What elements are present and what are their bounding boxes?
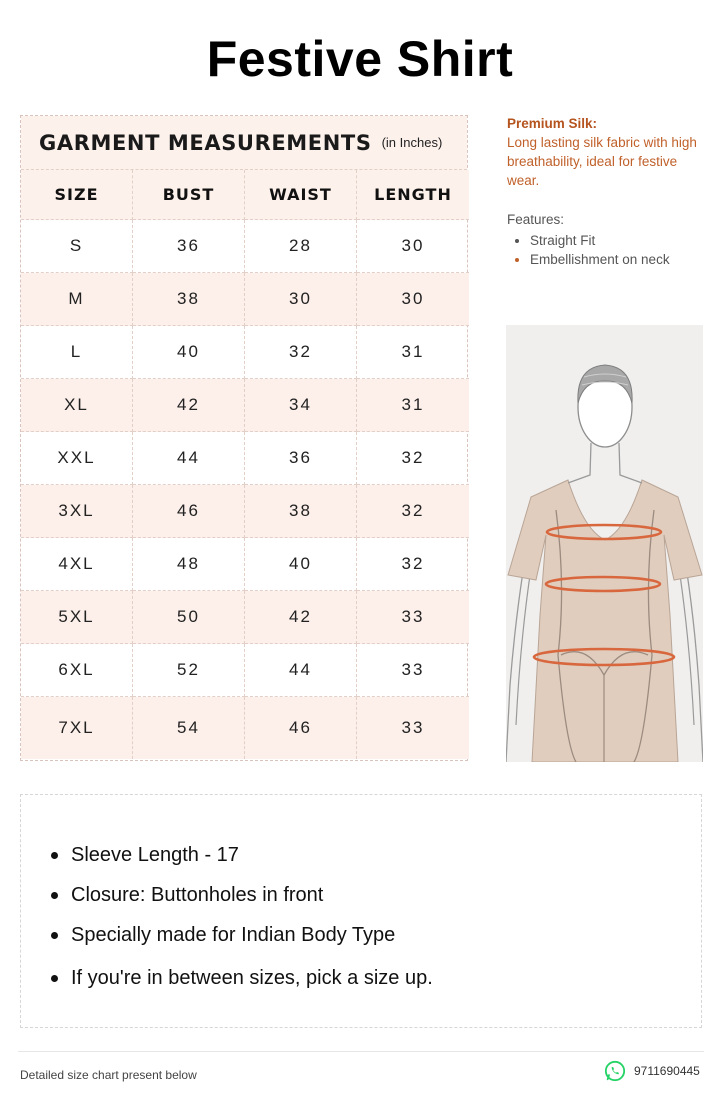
feature-item: • Straight Fit	[530, 231, 697, 250]
fabric-info	[507, 114, 697, 269]
table-cell-bust: 48	[133, 538, 245, 591]
table-grid	[21, 170, 467, 759]
table-cell-length: 30	[357, 220, 469, 273]
table-cell-bust: 38	[133, 273, 245, 326]
table-cell-waist: 34	[245, 379, 357, 432]
note-text: Closure: Buttonholes in front	[71, 883, 324, 906]
table-cell-length: 32	[357, 538, 469, 591]
page-title: Festive Shirt	[206, 31, 514, 87]
col-header-size: SIZE	[21, 170, 133, 220]
table-cell-waist: 44	[245, 644, 357, 697]
note-text: If you're in between sizes, pick a size up.	[71, 966, 433, 989]
table-cell-waist: 46	[245, 697, 357, 759]
table-cell-size: 6XL	[21, 644, 133, 697]
bullet-icon	[51, 932, 58, 939]
footer-note: Detailed size chart present below	[20, 1068, 197, 1082]
bullet-icon	[51, 892, 58, 899]
table-cell-waist: 36	[245, 432, 357, 485]
table-heading	[21, 116, 467, 170]
features-block	[507, 210, 697, 269]
table-cell-size: 4XL	[21, 538, 133, 591]
table-cell-length: 31	[357, 379, 469, 432]
table-cell-size: XL	[21, 379, 133, 432]
table-cell-bust: 46	[133, 485, 245, 538]
figure-illustration	[506, 325, 703, 762]
note-item	[51, 835, 433, 875]
table-cell-waist: 30	[245, 273, 357, 326]
table-cell-size: S	[21, 220, 133, 273]
feature-item: • Embellishment on neck	[530, 250, 697, 269]
notes-list	[51, 835, 433, 998]
note-item	[51, 875, 433, 915]
table-cell-size: M	[21, 273, 133, 326]
fabric-description: Long lasting silk fabric with high breathability, ideal for festive wear.	[507, 135, 697, 188]
table-cell-length: 33	[357, 697, 469, 759]
table-cell-waist: 38	[245, 485, 357, 538]
table-cell-size: 7XL	[21, 697, 133, 759]
contact-info[interactable]	[604, 1060, 700, 1082]
note-item	[51, 915, 433, 955]
table-cell-length: 30	[357, 273, 469, 326]
col-header-length: LENGTH	[357, 170, 469, 220]
table-cell-size: 3XL	[21, 485, 133, 538]
features-list	[507, 231, 697, 269]
table-cell-size: 5XL	[21, 591, 133, 644]
table-cell-bust: 50	[133, 591, 245, 644]
body-measurement-figure	[506, 325, 703, 762]
table-cell-bust: 40	[133, 326, 245, 379]
bullet-icon	[51, 852, 58, 859]
note-item	[51, 958, 433, 998]
footer-divider	[18, 1051, 704, 1052]
col-header-waist: WAIST	[245, 170, 357, 220]
table-cell-bust: 36	[133, 220, 245, 273]
garment-notes	[20, 794, 702, 1028]
phone-number: 9711690445	[634, 1064, 700, 1078]
table-cell-length: 32	[357, 432, 469, 485]
table-cell-waist: 28	[245, 220, 357, 273]
table-cell-size: XXL	[21, 432, 133, 485]
table-unit: (in Inches)	[381, 135, 443, 150]
table-cell-length: 32	[357, 485, 469, 538]
note-text: Specially made for Indian Body Type	[71, 923, 396, 946]
fabric-label: Premium Silk:	[507, 116, 598, 131]
whatsapp-icon[interactable]	[604, 1060, 626, 1082]
table-cell-bust: 42	[133, 379, 245, 432]
table-title: GARMENT MEASUREMENTS	[39, 130, 372, 155]
measurement-table	[20, 115, 468, 761]
table-cell-waist: 42	[245, 591, 357, 644]
table-cell-bust: 44	[133, 432, 245, 485]
table-cell-bust: 54	[133, 697, 245, 759]
note-text: Sleeve Length - 17	[71, 843, 239, 866]
table-cell-waist: 32	[245, 326, 357, 379]
table-cell-length: 31	[357, 326, 469, 379]
table-cell-length: 33	[357, 591, 469, 644]
bullet-icon	[51, 975, 58, 982]
table-cell-length: 33	[357, 644, 469, 697]
col-header-bust: BUST	[133, 170, 245, 220]
table-cell-bust: 52	[133, 644, 245, 697]
table-cell-waist: 40	[245, 538, 357, 591]
table-cell-size: L	[21, 326, 133, 379]
features-label: Features:	[507, 212, 565, 227]
